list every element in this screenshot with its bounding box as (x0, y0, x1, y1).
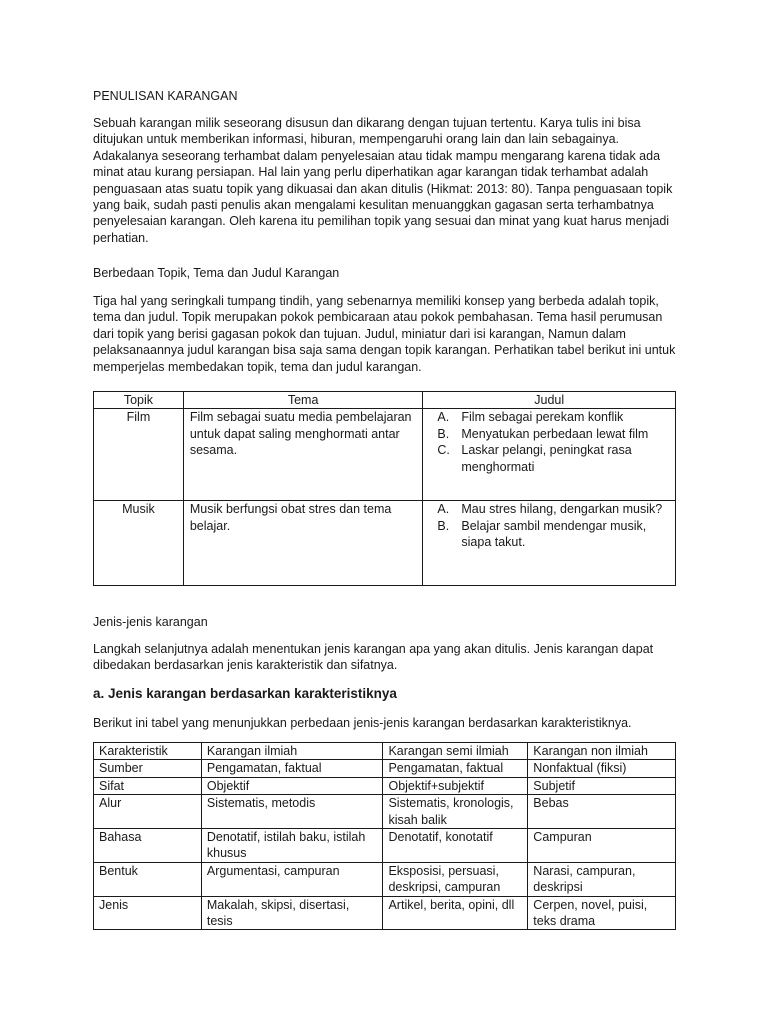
header-cell: Karangan semi ilmiah (383, 743, 528, 760)
table-cell: Jenis (94, 896, 202, 930)
list-item: C. Laskar pelangi, peningkat rasa menghormati (437, 443, 632, 474)
table-cell: Campuran (528, 829, 676, 863)
table-cell: Bentuk (94, 862, 202, 896)
table-cell: Objektif+subjektif (383, 777, 528, 794)
karakteristik-table (93, 742, 676, 930)
document-title: PENULISAN KARANGAN (93, 89, 238, 103)
table-cell: Eksposisi, persuasi, deskripsi, campuran (383, 862, 528, 896)
topik-tema-judul-table (93, 391, 676, 586)
table-cell: Sifat (94, 777, 202, 794)
table-cell: Denotatif, istilah baku, istilah khusus (201, 829, 383, 863)
table-row (94, 795, 676, 829)
table-cell: Makalah, skipsi, disertasi, tesis (201, 896, 383, 930)
table-cell: Nonfaktual (fiksi) (528, 760, 676, 777)
header-cell: Judul (423, 392, 676, 409)
table-header-row (94, 743, 676, 760)
table-cell: Pengamatan, faktual (201, 760, 383, 777)
karakteristik-intro: Berikut ini tabel yang menunjukkan perbedaan jenis-jenis karangan berdasarkan karakteristiknya. (93, 716, 632, 730)
jenis-karangan-paragraph: Langkah selanjutnya adalah menentukan jenis karangan apa yang akan ditulis. Jenis karangan dapat dibedakan berdasarkan jenis karakteristik dan sifatnya. (93, 642, 654, 673)
header-cell: Karangan non ilmiah (528, 743, 676, 760)
section-heading-jenis-karangan: Jenis-jenis karangan (93, 615, 208, 629)
subsection-heading-karakteristik: a. Jenis karangan berdasarkan karakteristiknya (93, 686, 397, 701)
topik-tema-judul-paragraph: Tiga hal yang seringkali tumpang tindih, yang sebenarnya memiliki konsep yang berbeda adalah topik, tema dan judul. Topik merupakan pokok pembicaraan atau pokok pembahasan. Tema hasil perumusan dari topik yang berisi gagasan pokok dan tujuan. Judul, miniatur dari isi karangan, Namun dalam pelaksanaannya judul karangan bisa saja sama dengan topik karangan. Perhatikan tabel berikut ini untuk memperjelas membedakan topik, tema dan judul karangan. (93, 294, 676, 374)
table-row (94, 777, 676, 794)
table-cell: Denotatif, konotatif (383, 829, 528, 863)
table-cell: Bahasa (94, 829, 202, 863)
table-row (94, 862, 676, 896)
header-cell: Topik (94, 392, 184, 409)
list-item: A. Mau stres hilang, dengarkan musik? (437, 502, 663, 517)
list-item: B. Belajar sambil mendengar musik, siapa takut. (437, 518, 647, 550)
topik-cell: Musik (94, 501, 184, 586)
header-cell: Tema (183, 392, 423, 409)
table-cell: Artikel, berita, opini, dll (383, 896, 528, 930)
table-cell: Alur (94, 795, 202, 829)
intro-paragraph: Sebuah karangan milik seseorang disusun dan dikarang dengan tujuan tertentu. Karya tulis ini bisa ditujukan untuk memberikan informasi, hiburan, mempengaruhi orang lain dan lain sebagainya. Adakalanya seseorang terhambat dalam penyelesaian atau tidak mampu mengarang karena tidak ada minat atau kurang persiapan. Hal lain yang perlu diperhatikan agar karangan tidak terhambat adalah penguasaan atas suatu topik yang dikuasai dan akan ditulis (Hikmat: 2013: 80). Tanpa penguasaan topik yang baik, sudah pasti penulis akan mengalami kesulitan menuanggkan gagasan serta terhambatnya penyelesaian karangan. Oleh karena itu pemilihan topik yang sesuai dan minat yang kuat harus menjadi perhatian. (93, 116, 673, 245)
tema-cell: Musik berfungsi obat stres dan tema belajar. (183, 501, 423, 586)
judul-cell (423, 501, 676, 586)
header-cell: Karakteristik (94, 743, 202, 760)
table-cell: Objektif (201, 777, 383, 794)
section-heading-topik-tema-judul: Berbedaan Topik, Tema dan Judul Karangan (93, 266, 340, 280)
table-header-row (94, 392, 676, 409)
table-row (94, 829, 676, 863)
judul-list (429, 409, 669, 475)
tema-cell: Film sebagai suatu media pembelajaran untuk dapat saling menghormati antar sesama. (183, 409, 423, 501)
table-row (94, 409, 676, 501)
list-item: B. Menyatukan perbedaan lewat film (437, 426, 649, 441)
table-cell: Subjetif (528, 777, 676, 794)
table-cell: Pengamatan, faktual (383, 760, 528, 777)
table-cell: Bebas (528, 795, 676, 829)
list-item: A. Film sebagai perekam konflik (437, 410, 624, 425)
topik-cell: Film (94, 409, 184, 501)
table-row (94, 501, 676, 586)
table-cell: Narasi, campuran, deskripsi (528, 862, 676, 896)
table-cell: Sistematis, kronologis, kisah balik (383, 795, 528, 829)
judul-list (429, 501, 669, 550)
header-cell: Karangan ilmiah (201, 743, 383, 760)
table-cell: Sumber (94, 760, 202, 777)
table-row (94, 896, 676, 930)
judul-cell (423, 409, 676, 501)
table-row (94, 760, 676, 777)
table-cell: Argumentasi, campuran (201, 862, 383, 896)
table-cell: Sistematis, metodis (201, 795, 383, 829)
table-cell: Cerpen, novel, puisi, teks drama (528, 896, 676, 930)
